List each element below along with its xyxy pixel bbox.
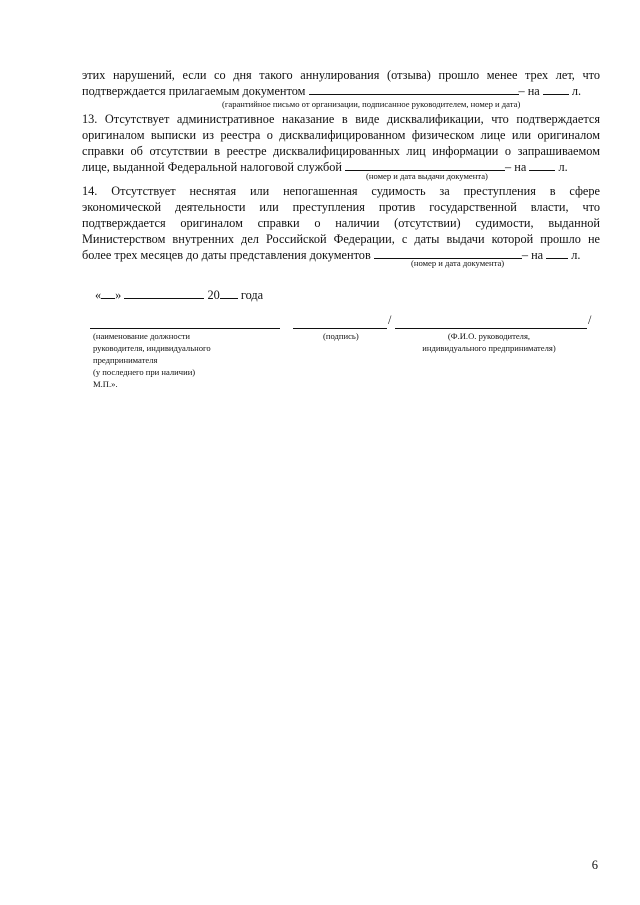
- pages-prefix: – на: [518, 84, 540, 98]
- paragraph-line: [82, 159, 600, 175]
- page-number: 6: [591, 858, 598, 872]
- sign-line: [293, 328, 387, 329]
- paragraph-continuation: [82, 67, 600, 99]
- open-quote: «: [95, 288, 102, 302]
- page-count-blank: [529, 159, 555, 171]
- slash: /: [588, 313, 592, 327]
- position-caption: (наименование должности руководителя, индивидуального предпринимателя (у последнего при наличии) М.П.».: [93, 331, 211, 389]
- field-caption: (номер и дата выдачи документа): [366, 171, 488, 181]
- year-prefix: 20: [207, 288, 220, 302]
- position-signature-line: [90, 328, 280, 329]
- paragraph-line: оригиналом выписки из реестра о дисквалифицированном физическом лице или оригиналом: [82, 128, 600, 142]
- pages-prefix: – на: [521, 248, 544, 262]
- name-line: [395, 328, 587, 329]
- page-count-blank: [546, 247, 568, 259]
- name-caption: (Ф.И.О. руководителя, индивидуального предпринимателя): [422, 331, 556, 353]
- paragraph-13: [82, 111, 600, 175]
- pages-prefix: – на: [505, 160, 527, 174]
- paragraph-line: 14. Отсутствует неснятая или непогашенная судимость за преступления в сфере: [82, 184, 600, 198]
- paragraph-line: Министерством внутренних дел Российской Федерации, с даты выдачи которой прошло не: [82, 232, 600, 246]
- pages-suffix: л.: [571, 84, 582, 98]
- page-count-blank: [543, 83, 569, 95]
- paragraph-line: справки об отсутствии в реестре дисквалифицированных лиц информации о запрашиваемом: [82, 144, 600, 158]
- signature-caption: (подпись): [323, 331, 359, 341]
- year-blank: [220, 287, 238, 299]
- slash: /: [388, 313, 392, 327]
- paragraph-line: подтверждается оригиналом справки о наличии (отсутствии) судимости, выданной: [82, 216, 600, 230]
- close-quote: »: [115, 288, 122, 302]
- field-caption: (гарантийное письмо от организации, подписанное руководителем, номер и дата): [222, 99, 521, 109]
- paragraph-line: 13. Отсутствует административное наказание в виде дисквалификации, что подтверждается: [82, 112, 600, 126]
- document-blank-field: [309, 83, 519, 95]
- paragraph-line: [82, 83, 600, 99]
- line-text: подтверждается прилагаемым документом: [82, 84, 306, 98]
- month-blank: [124, 287, 204, 299]
- field-caption: (номер и дата документа): [411, 258, 505, 268]
- pages-suffix: л.: [558, 160, 568, 174]
- day-blank: [101, 287, 115, 299]
- pages-suffix: л.: [571, 248, 581, 262]
- paragraph-line: [82, 247, 600, 263]
- line-text: более трех месяцев до даты представления документов: [82, 248, 371, 262]
- document-blank-field: [345, 159, 505, 171]
- paragraph-line: этих нарушений, если со дня такого аннулирования (отзыва) прошло менее трех лет, что: [82, 68, 600, 82]
- stamp-label: М.П.».: [93, 379, 118, 389]
- paragraph-line: экономической деятельности или преступления против государственной власти, что: [82, 200, 600, 214]
- year-suffix: года: [240, 288, 264, 302]
- date-line: [95, 287, 395, 303]
- paragraph-14: [82, 183, 600, 263]
- line-text: лице, выданной Федеральной налоговой службой: [82, 160, 342, 174]
